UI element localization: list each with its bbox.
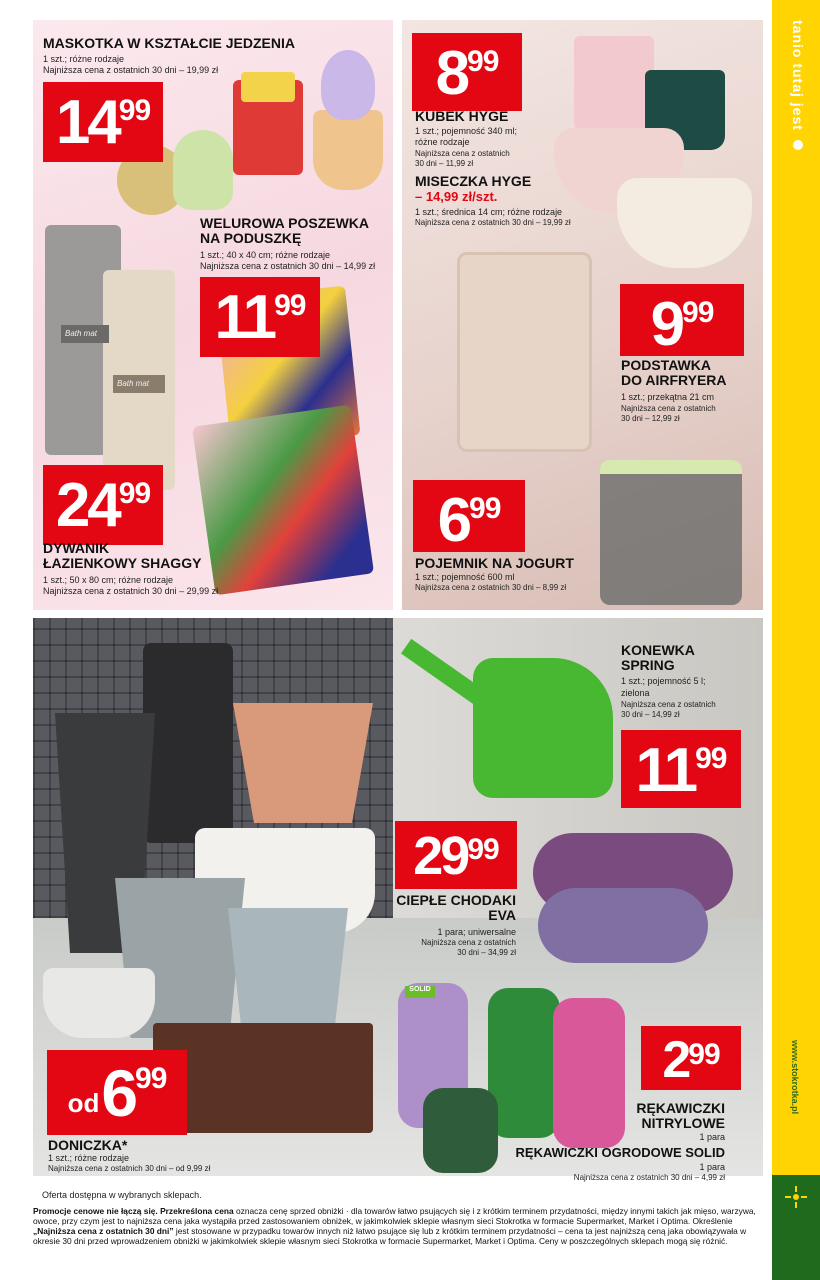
product-title: PODSTAWKA DO AIRFRYERA bbox=[621, 357, 727, 388]
promo-price: – 14,99 zł/szt. bbox=[415, 189, 498, 204]
lowest-price-note: Najniższa cena z ostatnich 30 dni – 19,99 zł bbox=[43, 65, 219, 75]
product-title: MASKOTKA W KSZTAŁCIE JEDZENIA bbox=[43, 35, 295, 51]
product-title: MISECZKA HYGE bbox=[415, 173, 532, 189]
pink-mug-image bbox=[574, 36, 654, 136]
product-desc: 1 szt.; 50 x 80 cm; różne rodzaje bbox=[43, 575, 174, 585]
matcha-plush-image bbox=[173, 130, 233, 210]
price-tag: 2 99 bbox=[641, 1026, 741, 1090]
lowest-price-note: Najniższa cena z ostatnich 30 dni – 19,99 zł bbox=[415, 218, 571, 227]
product-title: CIEPŁE CHODAKI EVA bbox=[396, 892, 516, 923]
lowest-price-note: 30 dni – 11,99 zł bbox=[415, 159, 474, 168]
glove-brand-label: SOLID bbox=[405, 986, 435, 998]
black-pot-image bbox=[143, 643, 233, 843]
product-desc: 1 para; uniwersalne bbox=[437, 927, 516, 937]
product-desc: 1 szt.; pojemność 600 ml bbox=[415, 572, 515, 582]
price-tag: 14 99 bbox=[43, 82, 163, 162]
blue-pot-image bbox=[228, 908, 348, 1038]
product-desc: 1 para bbox=[699, 1132, 725, 1142]
garden-glove-image bbox=[423, 1088, 498, 1173]
bath-mat-label: Bath mat bbox=[113, 375, 165, 393]
price-tag: 29 99 bbox=[395, 821, 517, 889]
legal-footer: Promocje cenowe nie łączą się. Przekreślona cena oznacza cenę sprzed obniżki · dla towarów łatwo psujących się i z krótkim terminem przydatności, między innymi takich jak mięso, warzywa, owoce, przy czym jest to najniższa cena jaka wystąpiła przed zastosowaniem obniżek, w jakimkolwiek sklepie własnym sieci Stokrotka w formacie Supermarket, Market i Optima. Określenie „Najniższa cena z ostatnich 30 dni” jest stosowane w przypadku towarów innych niż łatwo psujące się lub z krótkim terminem przydatności – cena ta jest najniższą ceną jaka obowiązywała w okresie 30 dni przed wprowadzeniem obniżki w jakimkolwiek sklepie własnym sieci Stokrotka w formacie Supermarket, Market i Optima. Ceny w poszczególnych sklepach mogą się różnić. bbox=[33, 1206, 756, 1246]
product-desc: 1 szt.; różne rodzaje bbox=[43, 54, 125, 64]
price-tag: 9 99 bbox=[620, 284, 744, 356]
lowest-price-note: Najniższa cena z ostatnich 30 dni – 14,99 zł bbox=[200, 261, 376, 271]
product-title: RĘKAWICZKI NITRYLOWE bbox=[636, 1100, 725, 1131]
daisy-logo-icon bbox=[784, 1185, 808, 1209]
product-desc: 1 szt.; pojemność 340 ml; bbox=[415, 126, 518, 136]
lowest-price-note: Najniższa cena z ostatnich bbox=[621, 404, 716, 413]
lowest-price-note: Najniższa cena z ostatnich bbox=[421, 938, 516, 947]
price-tag: 8 99 bbox=[412, 33, 522, 111]
product-desc: 1 szt.; różne rodzaje bbox=[48, 1153, 130, 1163]
product-title: WELUROWA POSZEWKA NA PODUSZKĘ bbox=[200, 215, 370, 246]
product-desc: 1 szt.; średnica 14 cm; różne rodzaje bbox=[415, 207, 563, 217]
lowest-price-note: 30 dni – 12,99 zł bbox=[621, 414, 680, 423]
panel-kitchen bbox=[402, 20, 763, 610]
clog-image bbox=[538, 888, 708, 963]
lowest-price-note: Najniższa cena z ostatnich 30 dni – od 9,99 zł bbox=[48, 1164, 211, 1173]
slogan: tanio tutaj jest bbox=[786, 20, 806, 220]
airfryer-liner-image bbox=[457, 252, 592, 452]
panel-garden bbox=[33, 618, 763, 1176]
product-desc: różne rodzaje bbox=[415, 137, 470, 147]
product-title: DYWANIK ŁAZIENKOWY SHAGGY bbox=[43, 540, 202, 571]
product-desc: zielona bbox=[621, 688, 650, 698]
lowest-price-note: Najniższa cena z ostatnich bbox=[621, 700, 716, 709]
lowest-price-note: Najniższa cena z ostatnich 30 dni – 8,99 zł bbox=[415, 583, 567, 592]
lowest-price-note: 30 dni – 34,99 zł bbox=[457, 948, 516, 957]
lowest-price-note: 30 dni – 14,99 zł bbox=[621, 710, 680, 719]
garden-glove-image bbox=[488, 988, 560, 1138]
product-desc: 1 para bbox=[699, 1162, 725, 1172]
product-desc: 1 szt.; pojemność 5 l; bbox=[621, 676, 706, 686]
website-url[interactable]: www.stokrotka.pl bbox=[790, 1040, 800, 1115]
hanging-pot-image bbox=[43, 968, 155, 1038]
product-title: RĘKAWICZKI OGRODOWE SOLID bbox=[515, 1145, 725, 1160]
product-title: POJEMNIK NA JOGURT bbox=[415, 555, 574, 571]
price-tag: 6 99 bbox=[413, 480, 525, 552]
yogurt-container-image bbox=[600, 460, 742, 605]
icecream-plush-image bbox=[313, 110, 383, 190]
cream-bowl-image bbox=[617, 178, 752, 268]
product-title: DONICZKA* bbox=[48, 1137, 128, 1153]
product-desc: 1 szt.; przekątna 21 cm bbox=[621, 392, 715, 402]
product-title: KONEWKA SPRING bbox=[621, 642, 695, 673]
price-tag: od 6 99 bbox=[47, 1050, 187, 1135]
product-title: KUBEK HYGE bbox=[415, 108, 509, 124]
lowest-price-note: Najniższa cena z ostatnich 30 dni – 29,99 zł bbox=[43, 586, 219, 596]
panel-textiles bbox=[33, 20, 393, 610]
terracotta-pot-image bbox=[233, 703, 373, 823]
price-tag: 11 99 bbox=[200, 277, 320, 357]
dot-icon bbox=[793, 140, 803, 150]
lowest-price-note: Najniższa cena z ostatnich 30 dni – 4,99 zł bbox=[573, 1173, 725, 1182]
price-tag: 24 99 bbox=[43, 465, 163, 545]
product-desc: 1 szt.; 40 x 40 cm; różne rodzaje bbox=[200, 250, 331, 260]
lowest-price-note: Najniższa cena z ostatnich bbox=[415, 149, 510, 158]
bath-mat-label: Bath mat bbox=[61, 325, 109, 343]
price-tag: 11 99 bbox=[621, 730, 741, 808]
availability-note: Oferta dostępna w wybranych sklepach. bbox=[38, 1186, 230, 1204]
watering-can-image bbox=[473, 658, 613, 798]
